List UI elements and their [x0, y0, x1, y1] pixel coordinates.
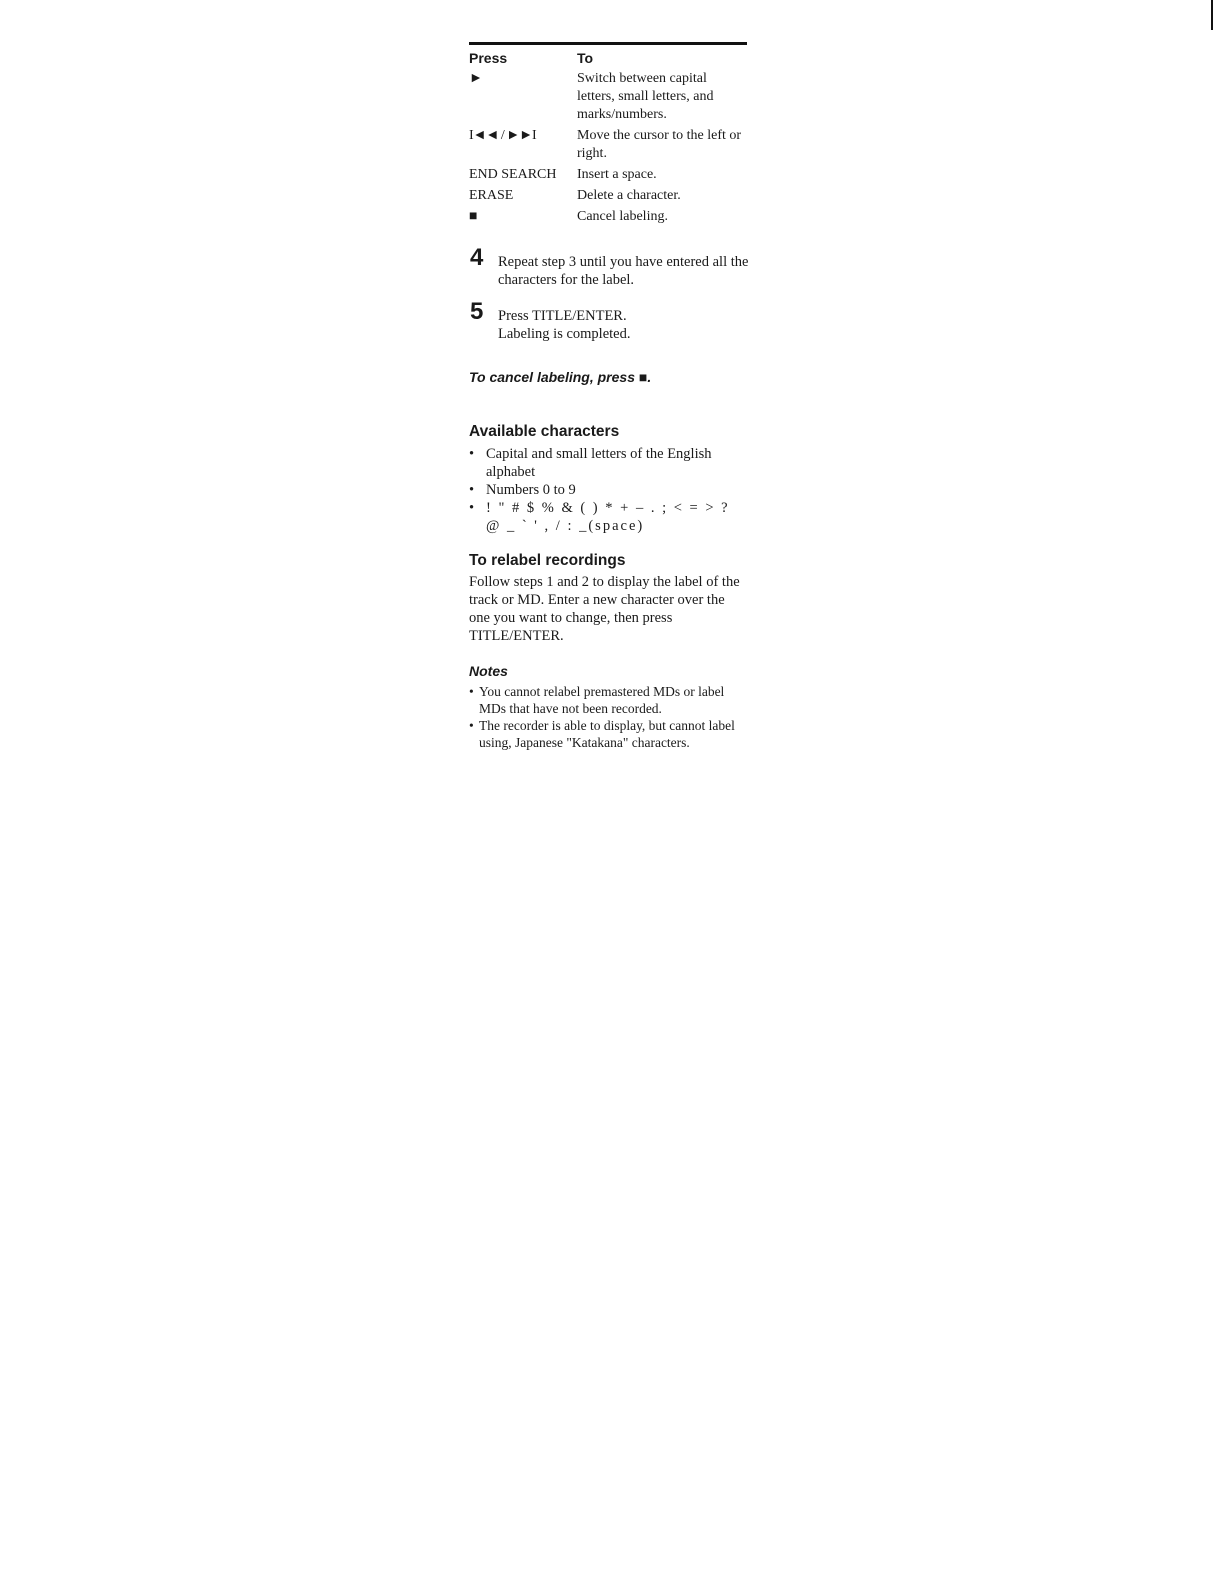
- row-description: Delete a character.: [577, 188, 681, 203]
- step-result-text: Labeling is completed.: [498, 326, 631, 342]
- list-item: @ _ ` ' , / : _(space): [486, 518, 645, 534]
- notes-list: [469, 683, 754, 751]
- key-label: END SEARCH: [469, 167, 557, 182]
- row-description: Cancel labeling.: [577, 209, 668, 224]
- table-row: [469, 187, 747, 208]
- list-item: • Numbers 0 to 9: [469, 481, 754, 499]
- manual-column: [469, 42, 754, 751]
- row-description: Move the cursor to the left or right.: [577, 128, 742, 161]
- step-text: Press TITLE/ENTER.: [498, 308, 627, 324]
- relabel-section: [469, 552, 754, 645]
- step-text: Repeat step 3 until you have entered all the characters for the label.: [498, 254, 749, 288]
- row-description: Switch between capital letters, small letters, and marks/numbers.: [577, 71, 714, 122]
- step-number: 5: [470, 298, 484, 325]
- table-row: [469, 166, 747, 187]
- press-column-header: Press: [469, 50, 508, 66]
- step-4: [469, 244, 754, 289]
- section-body: Follow steps 1 and 2 to display the label of the track or MD. Enter a new character over the one you want to change, then press TITLE/ENTER.: [469, 574, 740, 644]
- to-column-header: To: [577, 50, 594, 66]
- row-description: Insert a space.: [577, 167, 657, 182]
- table-row: [469, 208, 747, 229]
- list-item: • The recorder is able to display, but cannot label using, Japanese "Katakana" characters.: [469, 717, 754, 751]
- key-label: ERASE: [469, 188, 514, 203]
- section-heading: To relabel recordings: [469, 552, 626, 569]
- notes-heading: Notes: [469, 663, 508, 679]
- table-top-rule: [469, 42, 747, 45]
- notes-section: [469, 663, 754, 751]
- play-key-icon: ►: [469, 71, 482, 86]
- page-edge-mark: [1211, 0, 1213, 30]
- stop-key-icon: ■: [469, 209, 478, 224]
- list-item: • ! " # $ % & ( ) * + – . ; < = > ?: [469, 499, 754, 517]
- cancel-labeling-note: To cancel labeling, press ■.: [469, 369, 652, 385]
- step-number: 4: [470, 244, 484, 271]
- table-row: [469, 127, 747, 166]
- section-heading: Available characters: [469, 423, 620, 440]
- available-characters-section: [469, 423, 754, 535]
- list-item: • You cannot relabel premastered MDs or label MDs that have not been recorded.: [469, 683, 754, 717]
- key-function-table: [469, 47, 747, 229]
- list-item: • Capital and small letters of the English alphabet: [469, 445, 754, 481]
- step-5: [469, 298, 754, 343]
- characters-list: [469, 445, 754, 535]
- table-row: [469, 70, 747, 127]
- skip-keys-icon: I◄◄ / ►►I: [469, 128, 536, 143]
